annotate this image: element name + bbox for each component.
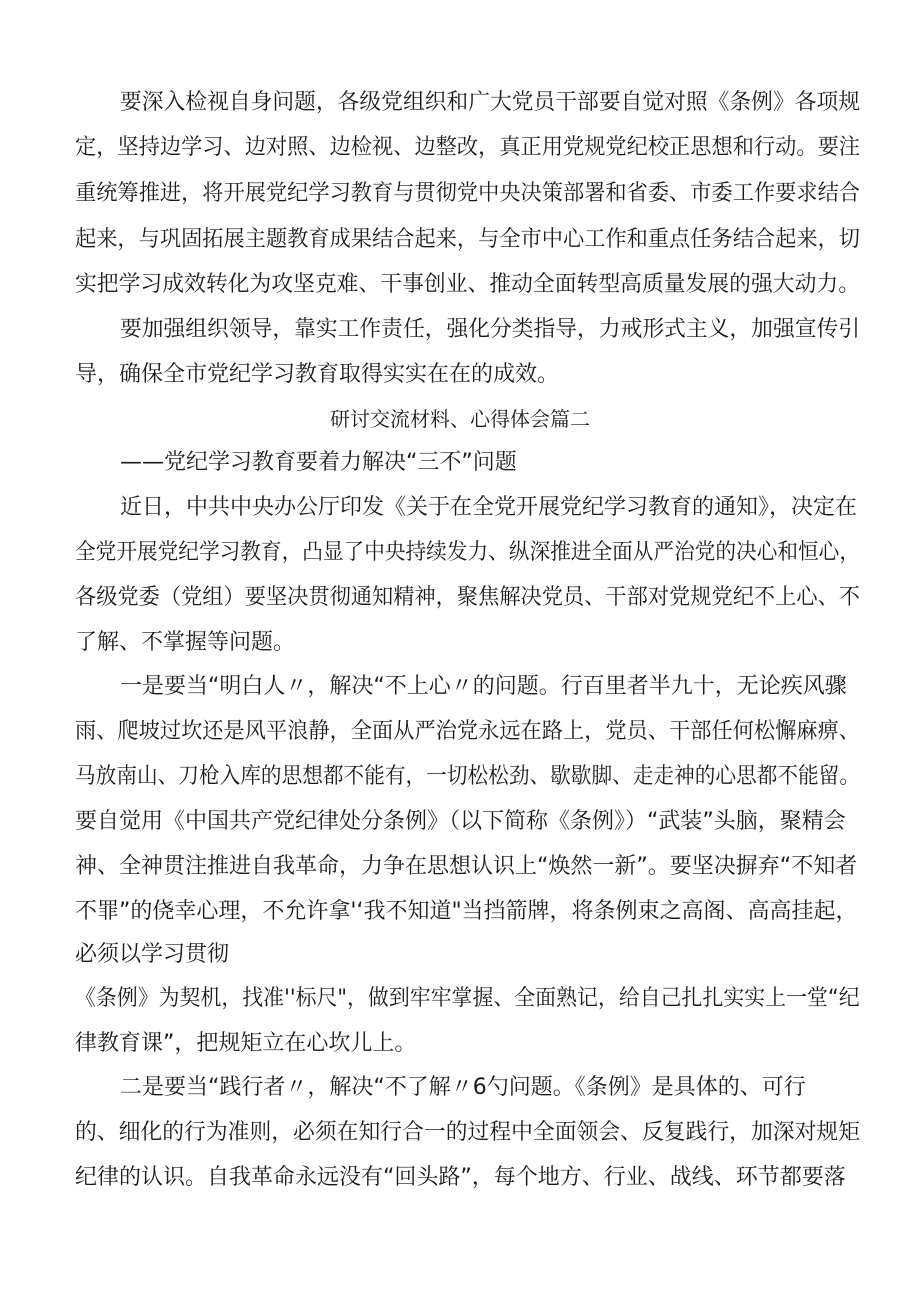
paragraph-1-line-4: 起来，与巩固拓展主题教育成果结合起来，与全市中心工作和重点任务结合起来，切	[75, 227, 861, 252]
paragraph-3-line-4: 了解、不掌握等问题。	[75, 630, 296, 655]
paragraph-4-line-2: 雨、爬坡过坎还是风平浪静，全面从严治党永远在路上，党员、干部任何松懈麻痹、	[75, 719, 861, 744]
paragraph-4-line-5: 神、全神贯注推进自我革命，力争在思想认识上“焕然一新”。要坚决摒弃“不知者	[75, 854, 858, 879]
paragraph-4-line-4: 要自觉用《中国共产党纪律处分条例》（以下简称《条例》）“武装”头脑，聚精会	[75, 809, 846, 834]
paragraph-5-line-1: 二是要当“践行者〃，解决“不了解〃6勺问题。《条例》是具体的、可行	[120, 1075, 806, 1100]
paragraph-1-line-1: 要深入检视自身问题，各级党组织和广大党员干部要自觉对照《条例》各项规	[120, 90, 861, 115]
paragraph-1-line-3: 重统筹推进，将开展党纪学习教育与贯彻党中央决策部署和省委、市委工作要求结合	[75, 181, 861, 206]
paragraph-4-line-1: 一是要当“明白人〃，解决“不上心〃的问题。行百里者半九十，无论疾风骤	[120, 674, 847, 699]
paragraph-5-line-3: 纪律的认识。自我革命永远没有“回头路”，每个地方、行业、战线、环节都要落	[75, 1165, 846, 1190]
paragraph-4-line-6: 不罪”的侥幸心理，不允许拿'‘我不知道"当挡箭牌，将条例束之高阁、高高挂起，	[75, 899, 858, 924]
paragraph-2-line-2: 导，确保全市党纪学习教育取得实实在在的成效。	[75, 362, 560, 387]
paragraph-3-line-2: 全党开展党纪学习教育，凸显了中央持续发力、纵深推进全面从严治党的决心和恒心，	[75, 540, 861, 565]
paragraph-4-line-7: 必须以学习贯彻	[75, 942, 230, 967]
paragraph-3-line-1: 近日，中共中央办公厅印发《关于在全党开展党纪学习教育的通知》，决定在	[120, 495, 858, 520]
paragraph-4-line-9: 律教育课”，把规矩立在心坎儿上。	[75, 1031, 417, 1056]
paragraph-3-line-3: 各级党委（党组）要坚决贯彻通知精神，聚焦解决党员、干部对党规党纪不上心、不	[75, 585, 861, 610]
subtitle: ——党纪学习教育要着力解决“三不”问题	[120, 450, 517, 475]
paragraph-4-line-3: 马放南山、刀枪入库的思想都不能有，一切松松劲、歇歇脚、走走神的心思都不能留。	[75, 764, 861, 789]
paragraph-1-line-2: 定，坚持边学习、边对照、边检视、边整改，真正用党规党纪校正思想和行动。要注	[75, 135, 861, 160]
paragraph-4-line-8: 《条例》为契机，找准''标尺"，做到牢牢掌握、全面熟记，给自己扎扎实实上一堂“纪	[75, 986, 860, 1011]
paragraph-1-line-5: 实把学习成效转化为攻坚克难、干事创业、推动全面转型高质量发展的强大动力。	[75, 272, 861, 297]
section-title: 研讨交流材料、心得体会篇二	[330, 407, 590, 431]
paragraph-2-line-1: 要加强组织领导，靠实工作责任，强化分类指导，力戒形式主义，加强宣传引	[120, 317, 861, 342]
paragraph-5-line-2: 的、细化的行为准则，必须在知行合一的过程中全面领会、反复践行，加深对规矩	[75, 1120, 861, 1145]
